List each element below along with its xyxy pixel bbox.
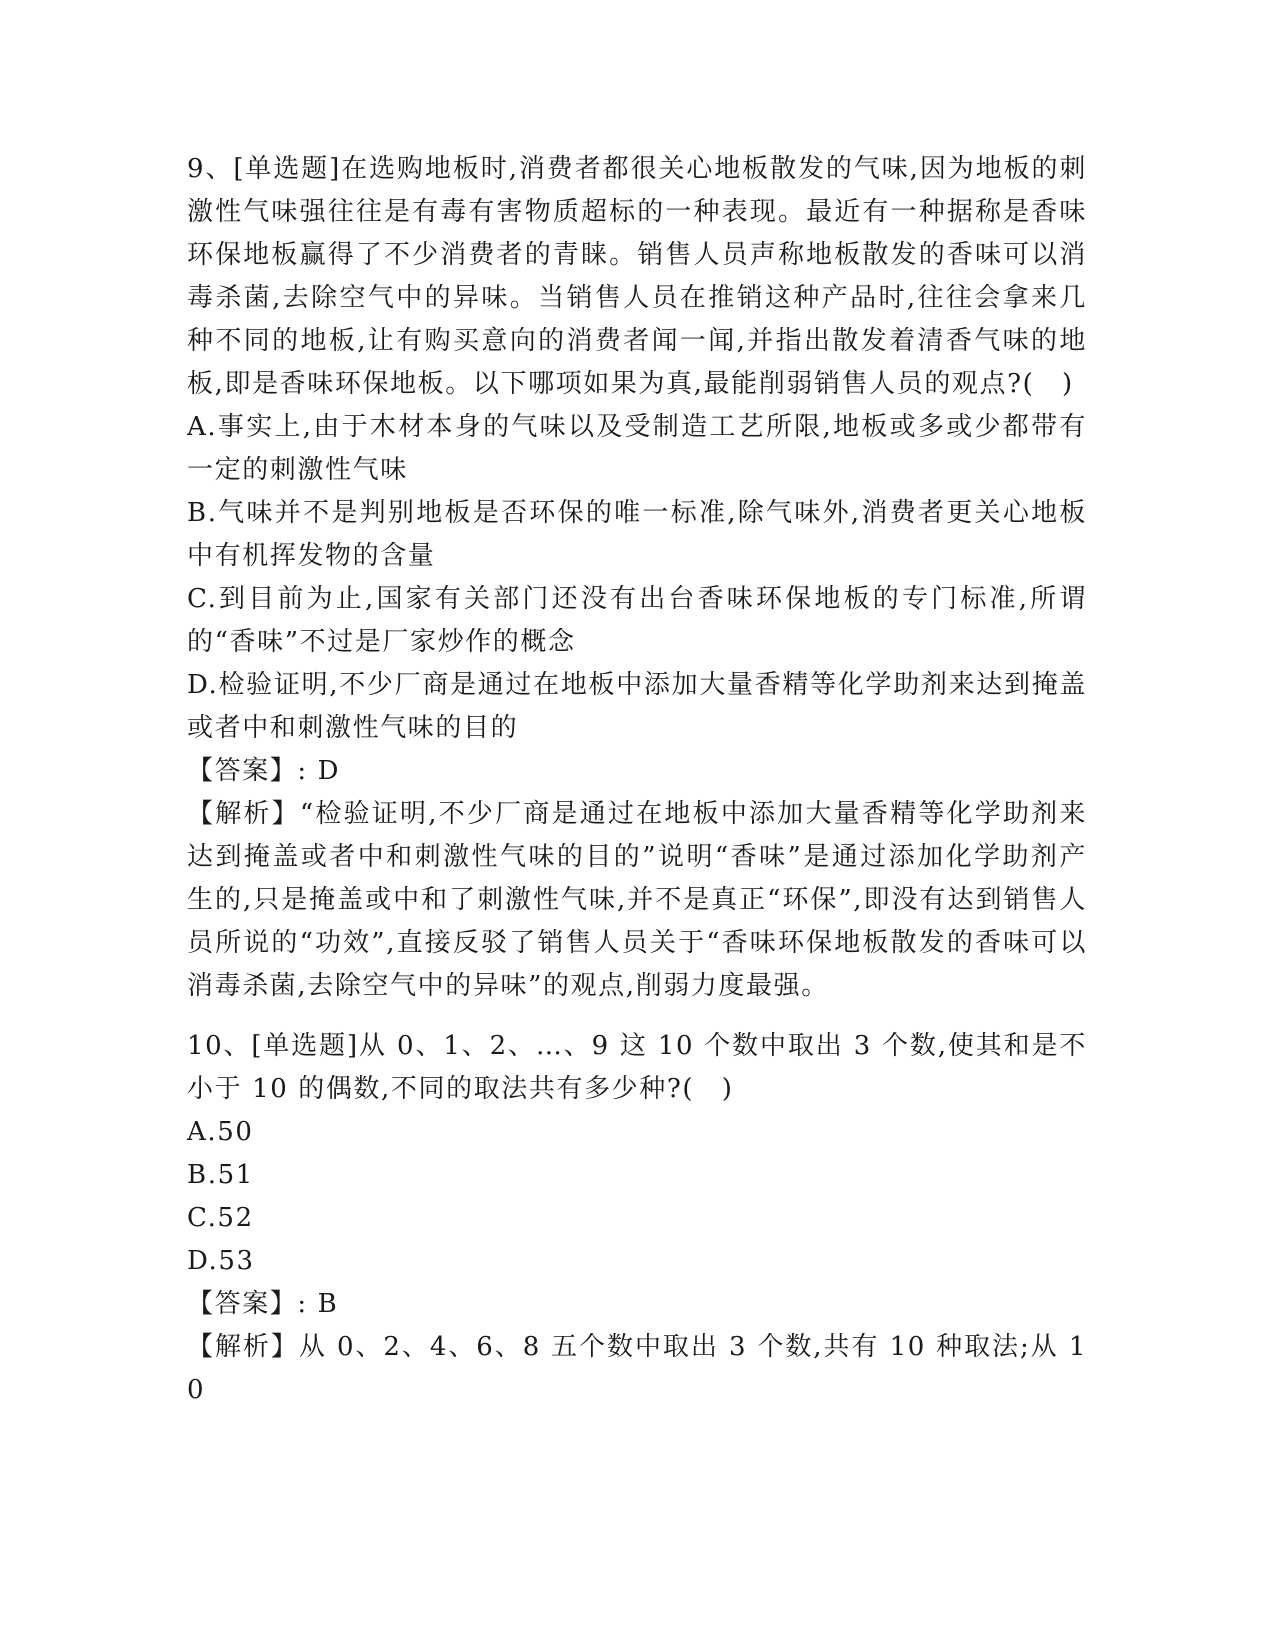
- analysis-text: 从 0、2、4、6、8 五个数中取出 3 个数,共有 10 种取法;从 10: [187, 1332, 1087, 1405]
- option-a: A.50: [187, 1117, 254, 1147]
- question-stem: 10、[单选题]从 0、1、2、…、9 这 10 个数中取出 3 个数,使其和是不小于 10 的偶数,不同的取法共有多少种?( ): [187, 1031, 1087, 1104]
- option-b: B.气味并不是判别地板是否环保的唯一标准,除气味外,消费者更关心地板中有机挥发物的含量: [187, 498, 1087, 571]
- answer-label: 【答案】: [187, 1289, 298, 1319]
- option-c: C.52: [187, 1203, 254, 1233]
- question-stem: 9、[单选题]在选购地板时,消费者都很关心地板散发的气味,因为地板的刺激性气味强往往是有毒有害物质超标的一种表现。最近有一种据称是香味环保地板赢得了不少消费者的青睐。销售人员声称地板散发的香味可以消毒杀菌,去除空气中的异味。当销售人员在推销这种产品时,往往会拿来几种不同的地板,让有购买意向的消费者闻一闻,并指出散发着清香气味的地板,即是香味环保地板。以下哪项如果为真,最能削弱销售人员的观点?( ): [187, 154, 1087, 399]
- analysis-text: “检验证明,不少厂商是通过在地板中添加大量香精等化学助剂来达到掩盖或者中和刺激性气味的目的”说明“香味”是通过添加化学助剂产生的,只是掩盖或中和了刺激性气味,并不是真正“环保”,即没有达到销售人员所说的“功效”,直接反驳了销售人员关于“香味环保地板散发的香味可以消毒杀菌,去除空气中的异味”的观点,削弱力度最强。: [187, 799, 1087, 1001]
- option-d: D.53: [187, 1246, 255, 1276]
- answer-label: 【答案】: [187, 756, 298, 786]
- answer-line: [187, 1283, 1087, 1326]
- analysis-line: [187, 793, 1087, 1008]
- answer-value: D: [317, 756, 341, 786]
- answer-value: B: [317, 1289, 339, 1319]
- analysis-label: 【解析】: [187, 1332, 299, 1362]
- answer-separator: :: [297, 756, 308, 786]
- document-page: [187, 148, 1087, 1412]
- option-d: D.检验证明,不少厂商是通过在地板中添加大量香精等化学助剂来达到掩盖或者中和刺激性气味的目的: [187, 670, 1087, 743]
- analysis-label: 【解析】: [187, 799, 300, 829]
- option-b: B.51: [187, 1160, 254, 1190]
- option-c: C.到目前为止,国家有关部门还没有出台香味环保地板的专门标准,所谓的“香味”不过是厂家炒作的概念: [187, 584, 1087, 657]
- answer-separator: :: [297, 1289, 308, 1319]
- option-a: A.事实上,由于木材本身的气味以及受制造工艺所限,地板或多或少都带有一定的刺激性气味: [187, 412, 1087, 485]
- question-10: [187, 1025, 1087, 1412]
- question-9: [187, 148, 1087, 1008]
- answer-line: [187, 750, 1087, 793]
- analysis-line: [187, 1326, 1087, 1412]
